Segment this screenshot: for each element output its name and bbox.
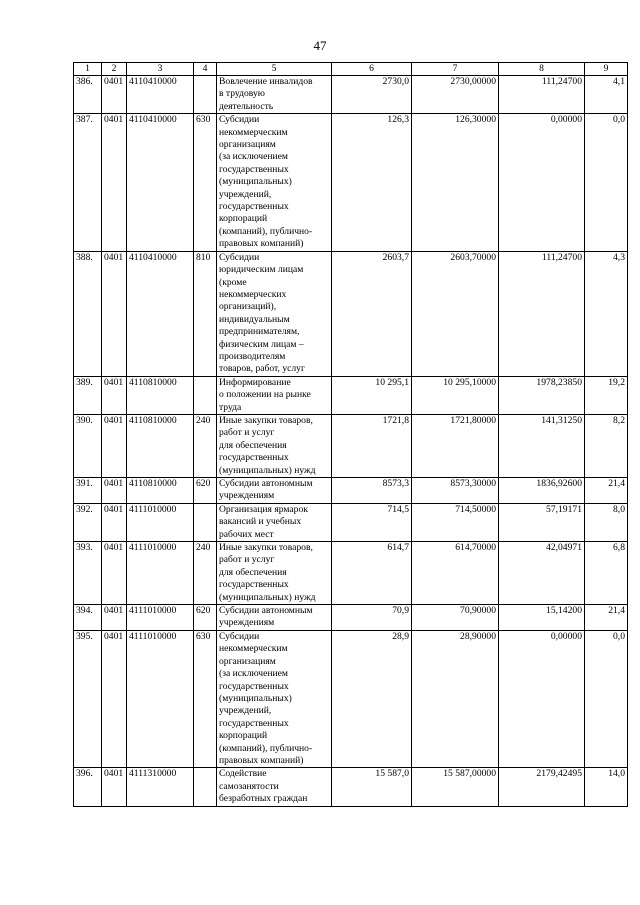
target-article-cell: 4111010000 <box>127 542 194 605</box>
expense-type-cell <box>194 376 217 414</box>
section-code-cell: 0401 <box>102 114 127 251</box>
target-article-cell: 4110810000 <box>127 478 194 504</box>
section-code-cell: 0401 <box>102 376 127 414</box>
expense-type-cell: 620 <box>194 478 217 504</box>
percent-cell: 21,4 <box>585 605 628 631</box>
percent-cell: 21,4 <box>585 478 628 504</box>
column-header: 1 <box>74 63 102 76</box>
amount-col8-cell: 1978,23850 <box>499 376 585 414</box>
percent-cell: 8,0 <box>585 503 628 541</box>
section-code-cell: 0401 <box>102 503 127 541</box>
percent-cell: 0,0 <box>585 630 628 767</box>
row-number-cell: 396. <box>74 768 102 806</box>
amount-col8-cell: 15,14200 <box>499 605 585 631</box>
expense-type-cell: 810 <box>194 251 217 376</box>
budget-table <box>73 62 628 807</box>
table-row <box>74 542 628 605</box>
amount-col8-cell: 0,00000 <box>499 630 585 767</box>
column-header: 8 <box>499 63 585 76</box>
row-number-cell: 391. <box>74 478 102 504</box>
percent-cell: 4,1 <box>585 76 628 114</box>
amount-col7-cell: 126,30000 <box>412 114 499 251</box>
row-number-cell: 395. <box>74 630 102 767</box>
row-number-cell: 386. <box>74 76 102 114</box>
table-row <box>74 114 628 251</box>
expense-name-cell: Субсидии юридическим лицам (кроме некоммерческих организаций), индивидуальным предпринимателям, физическим лицам – производителям товаров, работ, услуг <box>217 251 332 376</box>
row-number-cell: 389. <box>74 376 102 414</box>
amount-col7-cell: 70,90000 <box>412 605 499 631</box>
percent-cell: 19,2 <box>585 376 628 414</box>
target-article-cell: 4111010000 <box>127 503 194 541</box>
amount-col7-cell: 15 587,00000 <box>412 768 499 806</box>
table-row <box>74 503 628 541</box>
expense-name-cell: Субсидии автономным учреждениям <box>217 478 332 504</box>
row-number-cell: 390. <box>74 414 102 477</box>
target-article-cell: 4110410000 <box>127 114 194 251</box>
amount-col6-cell: 8573,3 <box>332 478 412 504</box>
amount-col7-cell: 714,50000 <box>412 503 499 541</box>
amount-col7-cell: 614,70000 <box>412 542 499 605</box>
target-article-cell: 4111310000 <box>127 768 194 806</box>
amount-col8-cell: 141,31250 <box>499 414 585 477</box>
column-header: 2 <box>102 63 127 76</box>
amount-col7-cell: 10 295,10000 <box>412 376 499 414</box>
table-row <box>74 414 628 477</box>
amount-col7-cell: 2603,70000 <box>412 251 499 376</box>
amount-col8-cell: 111,24700 <box>499 251 585 376</box>
amount-col7-cell: 28,90000 <box>412 630 499 767</box>
amount-col8-cell: 0,00000 <box>499 114 585 251</box>
amount-col8-cell: 111,24700 <box>499 76 585 114</box>
target-article-cell: 4110410000 <box>127 76 194 114</box>
amount-col8-cell: 2179,42495 <box>499 768 585 806</box>
target-article-cell: 4111010000 <box>127 605 194 631</box>
amount-col8-cell: 1836,92600 <box>499 478 585 504</box>
table-body <box>74 76 628 807</box>
percent-cell: 14,0 <box>585 768 628 806</box>
expense-type-cell: 630 <box>194 114 217 251</box>
target-article-cell: 4110410000 <box>127 251 194 376</box>
percent-cell: 4,3 <box>585 251 628 376</box>
row-number-cell: 394. <box>74 605 102 631</box>
amount-col6-cell: 614,7 <box>332 542 412 605</box>
column-header: 7 <box>412 63 499 76</box>
target-article-cell: 4111010000 <box>127 630 194 767</box>
expense-type-cell <box>194 76 217 114</box>
section-code-cell: 0401 <box>102 768 127 806</box>
section-code-cell: 0401 <box>102 605 127 631</box>
expense-type-cell <box>194 503 217 541</box>
expense-type-cell <box>194 768 217 806</box>
table-row <box>74 768 628 806</box>
expense-name-cell: Организация ярмарок вакансий и учебных рабочих мест <box>217 503 332 541</box>
table-row <box>74 478 628 504</box>
expense-name-cell: Содействие самозанятости безработных граждан <box>217 768 332 806</box>
column-header: 5 <box>217 63 332 76</box>
amount-col6-cell: 1721,8 <box>332 414 412 477</box>
amount-col6-cell: 2730,0 <box>332 76 412 114</box>
amount-col7-cell: 1721,80000 <box>412 414 499 477</box>
row-number-cell: 392. <box>74 503 102 541</box>
section-code-cell: 0401 <box>102 478 127 504</box>
expense-name-cell: Иные закупки товаров, работ и услуг для обеспечения государственных (муниципальных) нужд <box>217 542 332 605</box>
table-row <box>74 251 628 376</box>
expense-type-cell: 240 <box>194 542 217 605</box>
target-article-cell: 4110810000 <box>127 414 194 477</box>
table-row <box>74 76 628 114</box>
row-number-cell: 388. <box>74 251 102 376</box>
amount-col8-cell: 57,19171 <box>499 503 585 541</box>
expense-name-cell: Субсидии некоммерческим организациям (за исключением государственных (муниципальных) учреждений, государственных корпораций (компаний), публично- правовых компаний) <box>217 114 332 251</box>
amount-col6-cell: 15 587,0 <box>332 768 412 806</box>
expense-type-cell: 240 <box>194 414 217 477</box>
amount-col7-cell: 8573,30000 <box>412 478 499 504</box>
expense-type-cell: 630 <box>194 630 217 767</box>
expense-name-cell: Иные закупки товаров, работ и услуг для обеспечения государственных (муниципальных) нужд <box>217 414 332 477</box>
amount-col6-cell: 126,3 <box>332 114 412 251</box>
target-article-cell: 4110810000 <box>127 376 194 414</box>
column-header: 3 <box>127 63 194 76</box>
percent-cell: 0,0 <box>585 114 628 251</box>
amount-col6-cell: 714,5 <box>332 503 412 541</box>
amount-col6-cell: 2603,7 <box>332 251 412 376</box>
expense-name-cell: Вовлечение инвалидов в трудовую деятельность <box>217 76 332 114</box>
section-code-cell: 0401 <box>102 542 127 605</box>
section-code-cell: 0401 <box>102 76 127 114</box>
table-row <box>74 376 628 414</box>
column-header: 4 <box>194 63 217 76</box>
expense-name-cell: Субсидии автономным учреждениям <box>217 605 332 631</box>
row-number-cell: 387. <box>74 114 102 251</box>
table-row <box>74 630 628 767</box>
percent-cell: 6,8 <box>585 542 628 605</box>
expense-name-cell: Субсидии некоммерческим организациям (за исключением государственных (муниципальных) учреждений, государственных корпораций (компаний), публично- правовых компаний) <box>217 630 332 767</box>
section-code-cell: 0401 <box>102 251 127 376</box>
column-header: 6 <box>332 63 412 76</box>
amount-col6-cell: 28,9 <box>332 630 412 767</box>
expense-type-cell: 620 <box>194 605 217 631</box>
row-number-cell: 393. <box>74 542 102 605</box>
section-code-cell: 0401 <box>102 630 127 767</box>
percent-cell: 8,2 <box>585 414 628 477</box>
amount-col6-cell: 70,9 <box>332 605 412 631</box>
page-number: 47 <box>313 38 327 53</box>
amount-col8-cell: 42,04971 <box>499 542 585 605</box>
expense-name-cell: Информирование о положении на рынке труда <box>217 376 332 414</box>
amount-col6-cell: 10 295,1 <box>332 376 412 414</box>
section-code-cell: 0401 <box>102 414 127 477</box>
amount-col7-cell: 2730,00000 <box>412 76 499 114</box>
column-header: 9 <box>585 63 628 76</box>
table-row <box>74 605 628 631</box>
header-row <box>74 63 628 76</box>
